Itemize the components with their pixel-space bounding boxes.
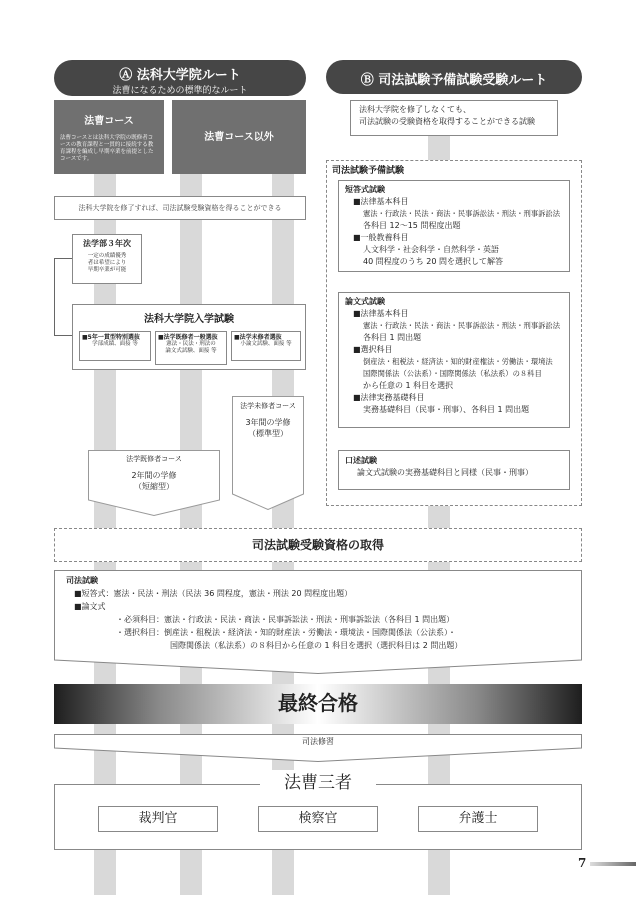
route-b-intro-line1: 法科大学院を修了しなくても、 xyxy=(359,105,471,114)
tanto-l6: 40 問程度のうち 20 問を選択して解答 xyxy=(363,257,503,266)
graduation-note xyxy=(54,196,306,220)
qualification-box xyxy=(54,528,582,562)
graduation-note-text: 法科大学院を修了すれば、司法試験受験資格を得ることができる xyxy=(78,204,282,212)
shiho-exam-title: 司法試験 xyxy=(66,576,98,585)
ronbun-exam-title: 論文式試験 xyxy=(345,297,385,306)
lawyer-box xyxy=(418,806,538,832)
hoso-three-title-text: 法曹三者 xyxy=(284,773,352,793)
connector-bracket xyxy=(54,258,74,336)
misyu-course-title: 法学未修者コース xyxy=(240,402,296,410)
ronbun-l6: 国際関係法（公法系）・国際関係法（私法系）の８科目 xyxy=(363,369,542,378)
law-third-year-box xyxy=(72,234,142,284)
qualification-text: 司法試験受験資格の取得 xyxy=(251,538,384,552)
tanto-exam-title: 短答式試験 xyxy=(345,185,385,194)
kisyu-course-title: 法学既修者コース xyxy=(126,455,182,463)
entrance-option-1-detail: 学部成績、面接 等 xyxy=(92,341,138,347)
entrance-exam-title: 法科大学院入学試験 xyxy=(144,314,234,325)
shuushu-text: 司法修習 xyxy=(302,737,334,746)
route-b-intro-line2: 司法試験の受験資格を取得することができる試験 xyxy=(359,117,535,126)
judge-box xyxy=(98,806,218,832)
misyu-course-l1: 3年間の学修 xyxy=(245,418,291,427)
hoso-course-desc: 法曹コースとは法科大学院の既修者コースの教育課程と一貫的に接続する教育課程を編成し早期卒業を前提としたコースです。 xyxy=(60,135,154,162)
route-b-header xyxy=(326,60,582,94)
kisyu-course xyxy=(88,455,220,492)
ronbun-l1: ■法律基本科目 xyxy=(353,309,409,318)
route-a-title: Ⓐ 法科大学院ルート xyxy=(119,68,241,83)
yobi-exam-title: 司法試験予備試験 xyxy=(332,166,405,176)
law-third-year-l3: 早期卒業が可能 xyxy=(87,267,127,273)
misyu-course-l2: （標準型） xyxy=(248,429,288,438)
entrance-option-1 xyxy=(79,331,151,361)
route-b-title: Ⓑ 司法試験予備試験受験ルート xyxy=(360,73,548,88)
entrance-option-3 xyxy=(231,331,301,361)
entrance-option-2-d1: 憲法・民法・刑法の xyxy=(166,341,216,347)
entrance-option-2-name: ■法学既修者一般選抜 xyxy=(158,334,218,341)
law-third-year-l2: 者は希望により xyxy=(87,260,127,266)
koujutsu-exam-box xyxy=(338,450,570,490)
misyu-course xyxy=(232,402,304,439)
tanto-l3: 各科目 12～15 問程度出題 xyxy=(363,221,461,230)
route-b-intro xyxy=(350,100,558,136)
prosecutor-box xyxy=(258,806,378,832)
prosecutor-text: 検察官 xyxy=(298,811,338,826)
tanto-l5: 人文科学・社会科学・自然科学・英語 xyxy=(363,245,499,254)
ronbun-l8: ■法律実務基礎科目 xyxy=(353,393,425,402)
final-pass-text: 最終合格 xyxy=(278,691,358,715)
tanto-l1: ■法律基本科目 xyxy=(353,197,409,206)
tanto-l4: ■一般教養科目 xyxy=(353,233,409,242)
entrance-exam-box xyxy=(72,304,306,370)
hoso-three-title xyxy=(260,770,376,796)
page-number-bar xyxy=(590,862,636,866)
tanto-l2: 憲法・行政法・民法・商法・民事訴訟法・刑法・刑事訴訟法 xyxy=(363,209,561,218)
koujutsu-exam-title: 口述試験 xyxy=(345,456,377,465)
shiho-l3: ・必須科目：憲法・行政法・民法・商法・民事訴訟法・刑法・刑事訴訟法（各科目 1 問出題） xyxy=(116,615,455,624)
route-a-subtitle: 法曹になるための標準的なルート xyxy=(112,86,248,96)
entrance-option-2 xyxy=(155,331,227,365)
kisyu-course-l2: （短縮型） xyxy=(134,482,174,491)
ronbun-l7: から任意の 1 科目を選択 xyxy=(363,381,454,390)
ronbun-l2: 憲法・行政法・民法・商法・民事訴訟法・刑法・刑事訴訟法 xyxy=(363,321,561,330)
ronbun-l3: 各科目 1 問出題 xyxy=(363,333,422,342)
shiho-l1: ■短答式：憲法・民法・刑法（民法 36 問程度，憲法・刑法 20 問程度出題） xyxy=(74,589,353,598)
ronbun-l4: ■選択科目 xyxy=(353,345,393,354)
entrance-option-2-d2: 論文式試験、面接 等 xyxy=(165,348,217,354)
lawyer-text: 弁護士 xyxy=(458,811,498,826)
kisyu-course-l1: 2年間の学修 xyxy=(131,471,177,480)
tanto-exam-box xyxy=(338,180,570,272)
law-third-year-l1: 一定の成績優秀 xyxy=(87,253,127,259)
entrance-option-3-detail: 小論文試験、面接 等 xyxy=(240,341,292,347)
entrance-option-3-name: ■法学未修者選抜 xyxy=(234,334,282,341)
shiho-l4: ・選択科目：倒産法・租税法・経済法・知的財産法・労働法・環境法・国際関係法（公法系）・ xyxy=(116,628,456,637)
shiho-exam xyxy=(66,574,576,652)
ronbun-l9: 実務基礎科目（民事・刑事）、各科目 1 問出題 xyxy=(363,405,530,414)
non-hoso-course-title: 法曹コース以外 xyxy=(204,132,274,143)
page-number: 7 xyxy=(578,856,587,870)
ronbun-l5: 倒産法・租税法・経済法・知的財産権法・労働法・環境法 xyxy=(363,357,553,366)
koujutsu-l1: 論文式試験の実務基礎科目と同様（民事・刑事） xyxy=(357,468,533,477)
shiho-l2: ■論文式 xyxy=(74,602,106,611)
ronbun-exam-box xyxy=(338,292,570,428)
hoso-course-box xyxy=(54,100,164,174)
route-a-header xyxy=(54,60,306,96)
law-third-year-title: 法学部３年次 xyxy=(83,239,131,248)
non-hoso-course-box xyxy=(172,100,306,174)
judge-text: 裁判官 xyxy=(138,811,178,826)
shiho-l5: 国際関係法（私法系）の８科目から任意の 1 科目を選択（選択科目は 2 問出題） xyxy=(170,641,463,650)
entrance-option-1-name: ■5年一貫型特別選抜 xyxy=(82,334,140,341)
hoso-course-title: 法曹コース xyxy=(84,116,134,127)
